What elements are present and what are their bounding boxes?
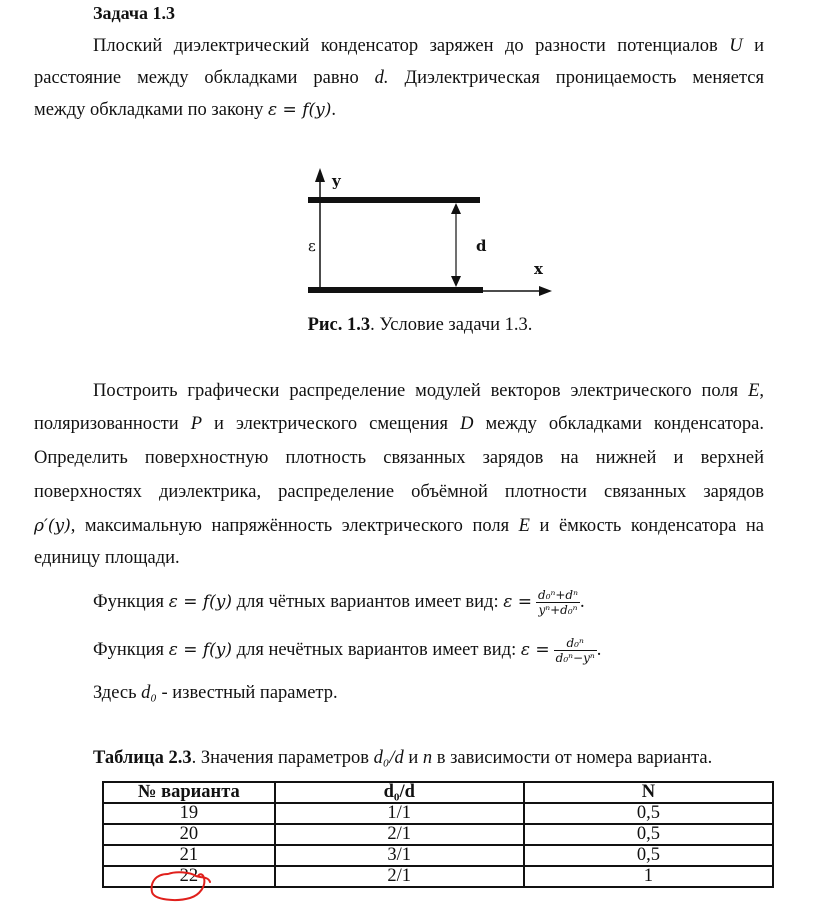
task-title: Задача 1.3 <box>93 3 176 23</box>
var-E: E <box>518 516 530 536</box>
intro-text: расстояние между обкладками равно <box>34 68 375 88</box>
problem-line-3 <box>34 447 764 469</box>
x-axis-arrow-icon <box>539 286 552 296</box>
table-header-row <box>103 782 773 803</box>
math-lhs: ε = <box>503 591 533 612</box>
caption-bold: Рис. 1.3 <box>307 315 371 335</box>
cell-n: 1 <box>524 866 773 887</box>
figure-caption <box>0 315 840 336</box>
math-rho-prime: ρ′(y) <box>34 516 71 536</box>
intro-text: . <box>331 100 336 120</box>
distance-arrow-down-icon <box>451 276 461 287</box>
problem-text: поверхностях диэлектрика, распределение объёмной плотности связанных зарядов <box>34 482 764 502</box>
note-text: - известный параметр. <box>156 683 338 703</box>
math-epsilon-f-y: ε = f(y) <box>168 639 233 660</box>
even-fraction <box>536 588 580 617</box>
cell-n: 0,5 <box>524 803 773 824</box>
problem-line-2 <box>34 413 764 435</box>
cell-d0-over-d: 1/1 <box>275 803 524 824</box>
problem-line-5 <box>34 515 764 537</box>
problem-text: Определить поверхностную плотность связанных зарядов на нижней и верхней <box>34 448 764 468</box>
var-n: n <box>422 748 433 768</box>
table-row <box>103 824 773 845</box>
math-epsilon-f-y: ε = f(y) <box>268 100 332 120</box>
bottom-plate <box>308 287 483 293</box>
cell-variant: 21 <box>103 845 275 866</box>
capacitor-diagram <box>290 160 570 305</box>
fraction-denominator: yⁿ+d₀ⁿ <box>538 603 578 617</box>
function-text: для нечётных вариантов имеет вид: <box>232 639 521 660</box>
problem-text: между обкладками конденсатора. <box>473 414 764 434</box>
cell-variant: 20 <box>103 824 275 845</box>
cell-variant: 22 <box>103 866 275 887</box>
cell-n: 0,5 <box>524 845 773 866</box>
intro-line-2 <box>34 67 764 89</box>
var-d0: d₀ <box>141 683 157 703</box>
function-text: Функция <box>93 591 169 612</box>
top-plate <box>308 197 480 203</box>
intro-text: Диэлектрическая проницаемость меняется <box>388 68 764 88</box>
function-even: Функция ε = f(y) для чётных вариантов имеет вид: ε = $\frac{\text{d₀ⁿ+dⁿ}}{\text{yⁿ+d₀ⁿ}}$ . <box>93 588 585 617</box>
problem-line-4 <box>34 481 764 503</box>
math-epsilon-f-y: ε = f(y) <box>168 591 233 612</box>
caption-text: . Условие задачи 1.3. <box>370 315 533 335</box>
x-axis-label: x <box>534 260 543 278</box>
var-d: d. <box>374 68 389 88</box>
cell-d0-over-d: 2/1 <box>275 866 524 887</box>
var-E: E <box>748 381 760 401</box>
var-P: P <box>190 414 203 434</box>
intro-line-3 <box>34 99 336 121</box>
y-axis-arrow-icon <box>315 168 325 182</box>
fraction-numerator: d₀ⁿ+dⁿ <box>538 588 578 602</box>
distance-label: d <box>476 237 487 255</box>
header-d0-over-d: d₀/d <box>275 782 524 803</box>
distance-arrow-up-icon <box>451 203 461 214</box>
function-odd: Функция ε = f(y) для нечётных вариантов имеет вид: ε = $\frac{\text{d₀ⁿ}}{\text{d₀ⁿ−yⁿ}}$ . <box>93 636 602 665</box>
cell-d0-over-d: 3/1 <box>275 845 524 866</box>
problem-text: Построить графически распределение модулей векторов электрического поля <box>93 381 749 401</box>
cell-variant: 19 <box>103 803 275 824</box>
variants-table <box>102 781 774 888</box>
intro-text: Плоский диэлектрический конденсатор заряжен до разности потенциалов <box>93 36 730 56</box>
table-row <box>103 845 773 866</box>
problem-text: , максимальную напряжённость электрического поля <box>70 516 519 536</box>
function-text: для чётных вариантов имеет вид: <box>232 591 504 612</box>
var-d0-over-d: d₀/d <box>373 748 404 768</box>
cell-d0-over-d: 2/1 <box>275 824 524 845</box>
fraction-denominator: d₀ⁿ−yⁿ <box>555 651 595 665</box>
problem-text: и электрического смещения <box>202 414 461 434</box>
table-caption-text: . Значения параметров <box>191 748 374 768</box>
table-caption <box>93 748 712 769</box>
math-lhs: ε = <box>520 639 550 660</box>
table-row-highlighted <box>103 866 773 887</box>
parameter-note <box>93 682 338 704</box>
header-n: N <box>524 782 773 803</box>
epsilon-label: ε <box>308 237 316 255</box>
problem-line-6: единицу площади. <box>34 548 180 568</box>
header-variant: № варианта <box>103 782 275 803</box>
intro-line-1 <box>93 35 764 57</box>
intro-text: и <box>742 36 764 56</box>
intro-text: между обкладками по закону <box>34 100 269 120</box>
function-text: Функция <box>93 639 169 660</box>
problem-text: и ёмкость конденсатора на <box>529 516 764 536</box>
cell-n: 0,5 <box>524 824 773 845</box>
problem-text: , <box>759 381 764 401</box>
var-D: D <box>460 414 474 434</box>
table-caption-text: и <box>403 748 423 768</box>
problem-line-1 <box>93 380 764 402</box>
note-text: Здесь <box>93 683 142 703</box>
table-row <box>103 803 773 824</box>
fraction-numerator: d₀ⁿ <box>554 636 597 651</box>
var-U: U <box>729 36 743 56</box>
table-caption-text: в зависимости от номера варианта. <box>432 748 713 768</box>
table-caption-bold: Таблица 2.3 <box>93 748 192 768</box>
y-axis-label: y <box>332 172 341 190</box>
odd-fraction <box>554 636 597 665</box>
problem-text: поляризованности <box>34 414 191 434</box>
